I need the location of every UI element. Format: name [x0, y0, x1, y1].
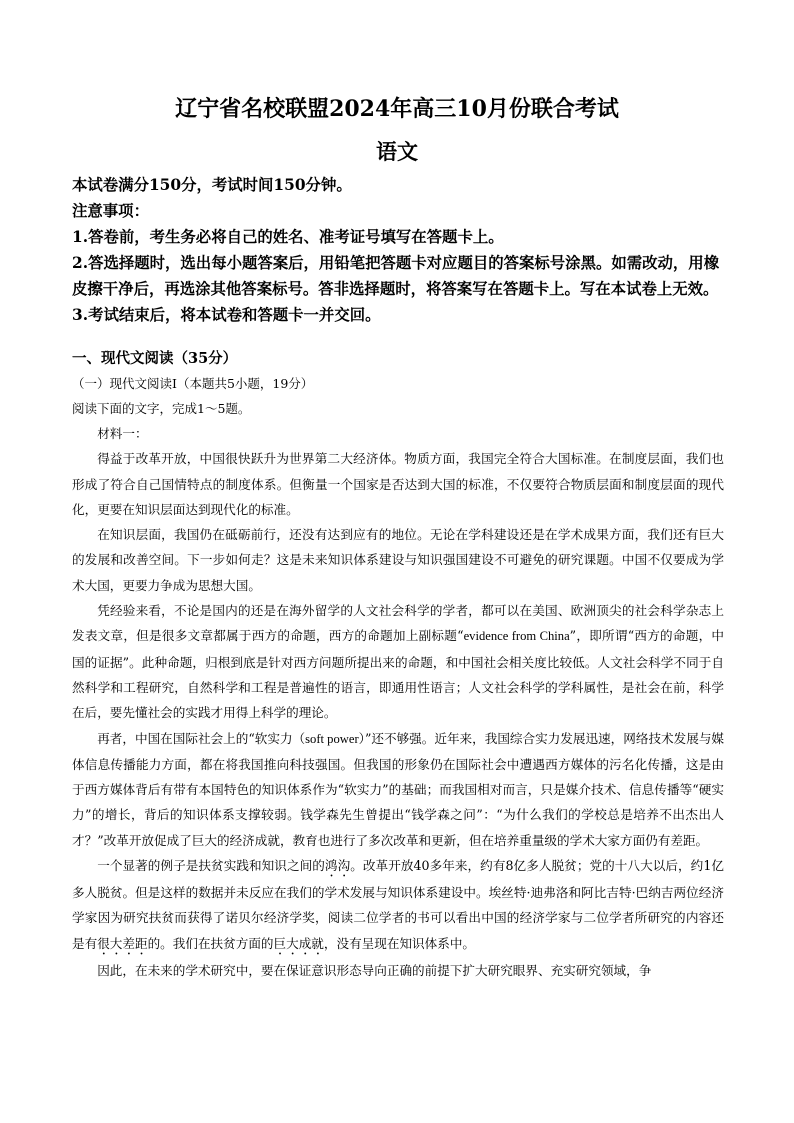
paragraph-5-text-c: 的。我们在扶贫方面的 — [147, 935, 274, 951]
emphasis-gap: 鸿沟 — [324, 858, 351, 874]
sub-section-heading: （一）现代文阅读Ⅰ（本题共5小题，19分） — [72, 376, 314, 391]
passage-paragraph-4 — [72, 726, 724, 853]
passage-paragraph-5 — [72, 853, 724, 958]
section-heading: 一、现代文阅读（35分） — [72, 350, 238, 367]
paragraph-4-text-b: ）”还不够强。近年来，我国综合实力发展迅速，网络技术发展与媒体信息传播能力方面，都在将我国推向科技强国。但我国的形象仍在国际社会中遭遇西方媒体的污名化传播，这是由于西方媒体背后有带有本国特色的知识体系作为“软实力”的基础；而我国相对而言，只是媒介技术、信息传播等“硬实力”的增长，背后的知识体系支撑较弱。钱学森先生曾提出“钱学森之问”：“为什么我们的学校总是培养不出杰出人才？”改革开放促成了巨大的经济成就，教育也进行了多次改革和更新，但在培养重量级的学术大家方面仍有差距。 — [72, 730, 725, 848]
notes-heading: 注意事项： — [72, 202, 149, 220]
reading-passage — [72, 421, 724, 983]
passage-paragraph-6: 因此，在未来的学术研究中，要在保证意识形态导向正确的前提下扩大研究眼界、充实研究领域，争 — [97, 962, 652, 978]
paragraph-4-latin: soft power — [305, 731, 359, 746]
emphasis-achievement: 巨大成就 — [273, 935, 324, 951]
passage-paragraph-2: 在知识层面，我国仍在砥砺前行，还没有达到应有的地位。无论在学科建设还是在学术成果方面，我们还有巨大的发展和改善空间。下一步如何走？这是未来知识体系建设与知识强国建设不可避免的研究课题。中国不仅要成为学术大国，更要力争成为思想大国。 — [72, 527, 724, 593]
score-line: 本试卷满分150分，考试时间150分钟。 — [72, 176, 352, 194]
paragraph-4-text-a: 再者，中国在国际社会上的“软实力（ — [97, 730, 306, 746]
notes-item-1: 1.答卷前，考生务必将自己的姓名、准考证号填写在答题卡上。 — [72, 228, 504, 246]
emphasis-difference: 很大差距 — [97, 935, 148, 951]
exam-notes — [72, 172, 724, 328]
notes-item-2: 2.答选择题时，选出每小题答案后，用铅笔把答题卡对应题目的答案标号涂黑。如需改动，用橡皮擦干净后，再选涂其他答案标号。答非选择题时，将答案写在答题卡上。写在本试卷上无效。 — [72, 254, 720, 298]
exam-title: 辽宁省名校联盟2024年高三10月份联合考试 — [175, 96, 619, 122]
material-label: 材料一： — [97, 426, 148, 441]
subject-title: 语文 — [376, 139, 418, 164]
paragraph-3-text-a: 凭经验来看，不论是国内的还是在海外留学的人文社会科学的学者，都可以在美国、欧洲顶尖的社会科学杂志上发表文章，但是很多文章都属于西方的命题，西方的命题加上副标题“ — [72, 603, 724, 644]
paragraph-5-text-d: ，没有呈现在知识体系中。 — [323, 935, 475, 951]
paragraph-3-latin: evidence from China — [463, 629, 570, 644]
paragraph-5-text-b: 。改革开放40多年来，约有8亿多人脱贫；党的十八大以后，约1亿多人脱贫。但是这样的数据并未反应在我们的学术发展与知识体系建设中。埃丝特·迪弗洛和阿比吉特·巴纳吉两位经济学家因为研究扶贫而获得了诺贝尔经济学奖，阅读二位学者的书可以看出中国的经济学家与二位学者所研究的内容还是有 — [72, 858, 724, 951]
reading-instruction: 阅读下面的文字，完成1～5题。 — [72, 401, 251, 416]
passage-paragraph-1: 得益于改革开放，中国很快跃升为世界第二大经济体。物质方面，我国完全符合大国标准。在制度层面，我们也形成了符合自己国情特点的制度体系。但衡量一个国家是否达到大国的标准，不仅要符合物质层面和制度层面的现代化，更要在知识层面达到现代化的标准。 — [72, 451, 724, 517]
notes-item-3: 3.考试结束后，将本试卷和答题卡一并交回。 — [72, 306, 381, 324]
paragraph-5-text-a: 一个显著的例子是扶贫实践和知识之间的 — [97, 858, 325, 874]
passage-paragraph-3 — [72, 598, 724, 725]
paragraph-3-text-b: ”，即所谓“西方的命题，中国的证据”。此种命题，归根到底是针对西方问题所提出来的命题，和中国社会相关度比较低。人文社会科学不同于自然科学和工程研究，自然科学和工程是普遍性的语言，即通用性语言；人文社会科学的学科属性，是社会在前，科学在后，要先懂社会的实践才用得上科学的理论。 — [72, 628, 724, 721]
